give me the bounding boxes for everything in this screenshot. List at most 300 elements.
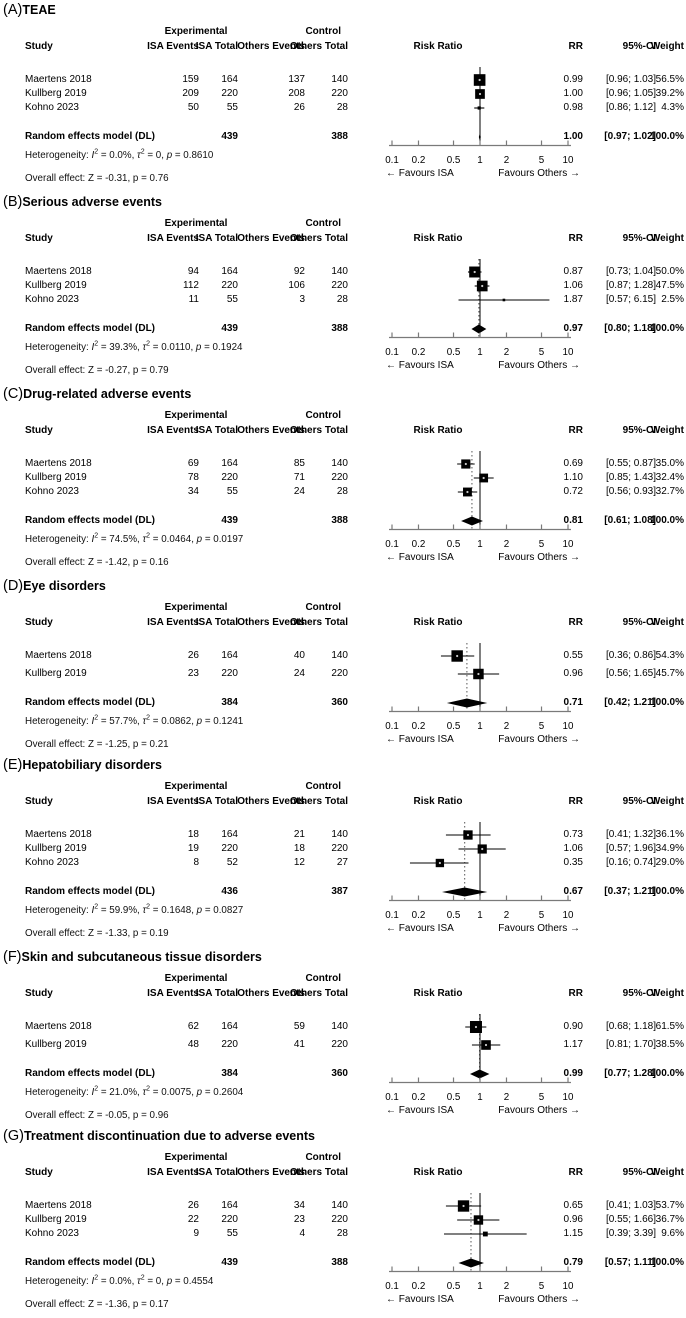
panel-label: (B) [3, 194, 23, 210]
weight-value: 38.5% [655, 1039, 684, 1050]
axis-tick-label: 0.2 [411, 909, 426, 921]
group-header-control: Control [305, 26, 341, 37]
ci-value: [0.56; 1.65] [605, 668, 656, 679]
favours-left-label: ← Favours ISA [386, 551, 454, 563]
overall-effect-text: Overall effect: Z = -1.33, p = 0.19 [25, 928, 169, 939]
pooled-weight-value: 100.0% [650, 1068, 684, 1079]
weight-value: 54.3% [655, 650, 684, 661]
study-name: Maertens 2018 [25, 1021, 92, 1032]
isa-events-value: 8 [193, 857, 199, 868]
rr-value: 0.98 [563, 102, 583, 113]
col-header-risk-ratio: Risk Ratio [413, 41, 463, 52]
col-header-rr: RR [568, 1167, 583, 1178]
axis-tick-label: 1 [477, 154, 483, 166]
weight-value: 32.4% [655, 472, 684, 483]
axis-tick-label: 10 [562, 538, 574, 550]
col-header-others-events: Others Events [237, 617, 305, 628]
study-name: Maertens 2018 [25, 650, 92, 661]
col-header-ci: 95%-CI [622, 425, 656, 436]
pooled-isa-total: 439 [221, 131, 238, 142]
study-name: Kullberg 2019 [25, 1214, 87, 1225]
weight-value: 61.5% [655, 1021, 684, 1032]
col-header-ci: 95%-CI [622, 988, 656, 999]
point-estimate-dot [479, 93, 481, 95]
study-name: Kullberg 2019 [25, 668, 87, 679]
ci-value: [0.56; 0.93] [605, 486, 656, 497]
heterogeneity-text: Heterogeneity: $I^2 = 59.9\%$, $\tau^2 = 0.1648$, p = 0.0827 [25, 903, 244, 916]
panel-title-text: Treatment discontinuation due to adverse events [23, 1129, 315, 1143]
overall-effect-text: Overall effect: Z = -1.36, p = 0.17 [25, 1299, 169, 1310]
col-header-weight: Weight [650, 796, 684, 807]
col-header-others-total: Others Total [289, 41, 348, 52]
point-estimate-dot [481, 285, 483, 287]
col-header-others-events: Others Events [237, 988, 305, 999]
rr-value: 0.96 [563, 1214, 583, 1225]
pooled-diamond [471, 325, 486, 334]
point-estimate-dot [466, 491, 468, 493]
isa-events-value: 26 [187, 1200, 199, 1211]
axis-tick-label: 1 [477, 720, 483, 732]
point-estimate-dot [439, 862, 441, 864]
pooled-diamond [470, 1070, 489, 1079]
forest-panel-g [0, 1126, 686, 1318]
axis-tick-label: 2 [503, 346, 510, 358]
others-events-value: 24 [293, 486, 305, 497]
group-header-control: Control [305, 781, 341, 792]
isa-total-value: 55 [226, 1228, 238, 1239]
forest-panel-a [0, 0, 686, 192]
isa-events-value: 62 [187, 1021, 199, 1032]
isa-total-value: 55 [226, 294, 238, 305]
col-header-others-events: Others Events [237, 41, 305, 52]
ci-value: [0.55; 0.87] [605, 458, 656, 469]
others-events-value: 106 [288, 280, 305, 291]
others-events-value: 59 [293, 1021, 305, 1032]
col-header-rr: RR [568, 425, 583, 436]
isa-total-value: 164 [221, 650, 238, 661]
axis-tick-label: 10 [562, 1091, 574, 1103]
study-square [478, 106, 481, 109]
ci-value: [0.39; 3.39] [605, 1228, 656, 1239]
others-total-value: 28 [336, 1228, 348, 1239]
rr-value: 0.69 [563, 458, 583, 469]
rr-value: 0.72 [563, 486, 583, 497]
rr-value: 0.87 [563, 266, 583, 277]
rr-value: 0.73 [563, 829, 583, 840]
weight-value: 45.7% [655, 668, 684, 679]
group-header-control: Control [305, 218, 341, 229]
study-name: Kullberg 2019 [25, 843, 87, 854]
axis-tick-label: 2 [503, 154, 510, 166]
axis-tick-label: 10 [562, 1280, 574, 1292]
study-name: Maertens 2018 [25, 458, 92, 469]
isa-events-value: 9 [193, 1228, 199, 1239]
pooled-isa-total: 439 [221, 515, 238, 526]
weight-value: 9.6% [661, 1228, 684, 1239]
axis-tick-label: 1 [477, 1280, 483, 1292]
isa-total-value: 55 [226, 486, 238, 497]
weight-value: 39.2% [655, 88, 684, 99]
axis-tick-label: 2 [503, 720, 510, 732]
others-events-value: 3 [299, 294, 305, 305]
pooled-weight-value: 100.0% [650, 131, 684, 142]
col-header-risk-ratio: Risk Ratio [413, 796, 463, 807]
panel-label: (E) [3, 757, 23, 773]
col-header-isa-events: ISA Events [147, 796, 199, 807]
panel-title-text: Hepatobiliary disorders [22, 758, 162, 772]
weight-value: 35.0% [655, 458, 684, 469]
pooled-isa-total: 439 [221, 323, 238, 334]
rr-value: 1.00 [563, 88, 583, 99]
point-estimate-dot [483, 477, 485, 479]
pooled-others-total: 388 [331, 131, 348, 142]
panel-label: (A) [3, 2, 23, 18]
col-header-weight: Weight [650, 988, 684, 999]
favours-right-label: Favours Others → [498, 167, 580, 179]
isa-events-value: 159 [182, 74, 199, 85]
axis-tick-label: 0.2 [411, 346, 426, 358]
others-events-value: 23 [293, 1214, 305, 1225]
col-header-rr: RR [568, 233, 583, 244]
forest-panel-b [0, 192, 686, 384]
group-header-control: Control [305, 410, 341, 421]
col-header-rr: RR [568, 988, 583, 999]
pooled-ci-value: [0.57; 1.11] [604, 1257, 656, 1268]
rr-value: 0.65 [563, 1200, 583, 1211]
overall-effect-text: Overall effect: Z = -0.31, p = 0.76 [25, 173, 169, 184]
isa-events-value: 11 [188, 294, 199, 305]
pooled-ci-value: [0.80; 1.18] [604, 323, 656, 334]
col-header-study: Study [25, 1167, 53, 1178]
pooled-rr-value: 0.71 [563, 697, 583, 708]
others-total-value: 140 [331, 458, 348, 469]
pooled-label: Random effects model (DL) [25, 515, 156, 526]
ci-value: [0.87; 1.28] [605, 280, 656, 291]
study-name: Maertens 2018 [25, 1200, 92, 1211]
others-events-value: 12 [293, 857, 305, 868]
point-estimate-dot [485, 1044, 487, 1046]
study-name: Kohno 2023 [25, 486, 79, 497]
rr-value: 0.96 [563, 668, 583, 679]
axis-tick-label: 0.2 [411, 720, 426, 732]
isa-events-value: 23 [187, 668, 199, 679]
col-header-others-events: Others Events [237, 796, 305, 807]
others-total-value: 140 [331, 829, 348, 840]
axis-tick-label: 0.1 [385, 538, 399, 550]
col-header-ci: 95%-CI [622, 233, 656, 244]
col-header-isa-events: ISA Events [147, 425, 199, 436]
rr-value: 0.55 [563, 650, 583, 661]
favours-right-label: Favours Others → [498, 359, 580, 371]
axis-tick-label: 0.5 [446, 1280, 461, 1292]
favours-left-label: ← Favours ISA [386, 1104, 454, 1116]
pooled-weight-value: 100.0% [650, 323, 684, 334]
axis-tick-label: 0.5 [446, 538, 461, 550]
pooled-others-total: 387 [331, 886, 348, 897]
isa-total-value: 164 [221, 829, 238, 840]
group-header-experimental: Experimental [164, 26, 228, 37]
axis-tick-label: 2 [503, 1280, 510, 1292]
isa-events-value: 48 [187, 1039, 199, 1050]
panel-label: (C) [3, 386, 24, 402]
isa-total-value: 220 [221, 843, 238, 854]
isa-events-value: 94 [187, 266, 199, 277]
col-header-study: Study [25, 233, 53, 244]
study-name: Maertens 2018 [25, 74, 92, 85]
forest-plot-graphic [0, 576, 686, 755]
weight-value: 50.0% [655, 266, 684, 277]
col-header-isa-total: ISA Total [195, 796, 238, 807]
col-header-risk-ratio: Risk Ratio [413, 425, 463, 436]
pooled-ci-value: [0.77; 1.28] [604, 1068, 656, 1079]
group-header-experimental: Experimental [164, 410, 228, 421]
favours-right-label: Favours Others → [498, 1293, 580, 1305]
axis-tick-label: 1 [477, 538, 483, 550]
overall-effect-text: Overall effect: Z = -0.27, p = 0.79 [25, 365, 169, 376]
weight-value: 29.0% [655, 857, 684, 868]
ci-value: [0.55; 1.66] [605, 1214, 656, 1225]
forest-plot-graphic [0, 1126, 686, 1318]
others-events-value: 71 [293, 472, 305, 483]
pooled-weight-value: 100.0% [650, 886, 684, 897]
isa-events-value: 22 [187, 1214, 199, 1225]
col-header-isa-events: ISA Events [147, 617, 199, 628]
others-total-value: 140 [331, 1021, 348, 1032]
panel-label: (D) [3, 578, 24, 594]
col-header-risk-ratio: Risk Ratio [413, 988, 463, 999]
axis-tick-label: 0.5 [446, 154, 461, 166]
axis-tick-label: 0.2 [411, 1091, 426, 1103]
point-estimate-dot [479, 79, 481, 81]
isa-events-value: 34 [187, 486, 199, 497]
favours-right-label: Favours Others → [498, 733, 580, 745]
col-header-risk-ratio: Risk Ratio [413, 617, 463, 628]
favours-right-label: Favours Others → [498, 551, 580, 563]
axis-tick-label: 0.5 [446, 909, 461, 921]
heterogeneity-text: Heterogeneity: $I^2 = 74.5\%$, $\tau^2 = 0.0464$, p = 0.0197 [25, 532, 244, 545]
axis-tick-label: 2 [503, 909, 510, 921]
forest-panel-e [0, 755, 686, 947]
study-name: Kohno 2023 [25, 1228, 79, 1239]
pooled-diamond [447, 699, 487, 708]
col-header-others-total: Others Total [289, 988, 348, 999]
study-name: Kullberg 2019 [25, 1039, 87, 1050]
panel-title-text: Eye disorders [23, 579, 106, 593]
heterogeneity-text: Heterogeneity: $I^2 = 39.3\%$, $\tau^2 = 0.0110$, p = 0.1924 [25, 340, 243, 353]
isa-events-value: 50 [187, 102, 199, 113]
ci-value: [0.57; 6.15] [605, 294, 656, 305]
col-header-others-total: Others Total [289, 1167, 348, 1178]
isa-events-value: 69 [187, 458, 199, 469]
others-total-value: 220 [331, 472, 348, 483]
col-header-weight: Weight [650, 617, 684, 628]
heterogeneity-text: Heterogeneity: $I^2 = 21.0\%$, $\tau^2 = 0.0075$, p = 0.2604 [25, 1085, 244, 1098]
ci-value: [0.36; 0.86] [605, 650, 656, 661]
col-header-isa-events: ISA Events [147, 988, 199, 999]
axis-tick-label: 0.2 [411, 154, 426, 166]
others-events-value: 24 [293, 668, 305, 679]
col-header-rr: RR [568, 796, 583, 807]
rr-value: 1.06 [563, 280, 583, 291]
weight-value: 32.7% [655, 486, 684, 497]
favours-left-label: ← Favours ISA [386, 167, 454, 179]
col-header-rr: RR [568, 617, 583, 628]
group-header-control: Control [305, 1152, 341, 1163]
heterogeneity-text: Heterogeneity: $I^2 = 0.0\%$, $\tau^2 = 0$, p = 0.4554 [25, 1274, 214, 1287]
axis-tick-label: 0.5 [446, 1091, 461, 1103]
pooled-label: Random effects model (DL) [25, 323, 156, 334]
rr-value: 1.87 [563, 294, 583, 305]
axis-tick-label: 5 [538, 720, 545, 732]
isa-total-value: 164 [221, 74, 238, 85]
axis-tick-label: 10 [562, 346, 574, 358]
others-total-value: 220 [331, 280, 348, 291]
panel-label: (G) [3, 1128, 24, 1144]
col-header-isa-total: ISA Total [195, 425, 238, 436]
pooled-isa-total: 384 [221, 697, 238, 708]
isa-total-value: 220 [221, 1039, 238, 1050]
axis-tick-label: 0.5 [446, 720, 461, 732]
group-header-control: Control [305, 973, 341, 984]
ci-value: [0.85; 1.43] [605, 472, 656, 483]
col-header-study: Study [25, 41, 53, 52]
others-total-value: 220 [331, 88, 348, 99]
axis-tick-label: 5 [538, 538, 545, 550]
isa-events-value: 112 [183, 280, 199, 291]
forest-plot-graphic [0, 0, 686, 192]
group-header-experimental: Experimental [164, 602, 228, 613]
col-header-study: Study [25, 796, 53, 807]
pooled-rr-value: 0.79 [563, 1257, 583, 1268]
point-estimate-dot [462, 1205, 464, 1207]
study-square [483, 1232, 488, 1237]
study-name: Kullberg 2019 [25, 472, 87, 483]
isa-events-value: 18 [187, 829, 199, 840]
isa-total-value: 164 [221, 1021, 238, 1032]
col-header-weight: Weight [650, 41, 684, 52]
group-header-experimental: Experimental [164, 1152, 228, 1163]
others-events-value: 18 [293, 843, 305, 854]
favours-left-label: ← Favours ISA [386, 733, 454, 745]
isa-total-value: 164 [221, 1200, 238, 1211]
group-header-experimental: Experimental [164, 973, 228, 984]
col-header-risk-ratio: Risk Ratio [413, 233, 463, 244]
panel-label: (F) [3, 949, 22, 965]
col-header-isa-events: ISA Events [147, 233, 199, 244]
pooled-ci-value: [0.42; 1.21] [604, 697, 656, 708]
favours-left-label: ← Favours ISA [386, 359, 454, 371]
others-total-value: 27 [336, 857, 348, 868]
col-header-ci: 95%-CI [622, 41, 656, 52]
group-header-experimental: Experimental [164, 218, 228, 229]
axis-tick-label: 5 [538, 1091, 545, 1103]
others-total-value: 28 [336, 102, 348, 113]
isa-total-value: 164 [221, 266, 238, 277]
others-total-value: 140 [331, 266, 348, 277]
col-header-others-total: Others Total [289, 796, 348, 807]
pooled-isa-total: 436 [221, 886, 238, 897]
pooled-others-total: 388 [331, 1257, 348, 1268]
rr-value: 0.90 [563, 1021, 583, 1032]
ci-value: [0.96; 1.03] [605, 74, 656, 85]
others-events-value: 208 [288, 88, 305, 99]
isa-events-value: 78 [187, 472, 199, 483]
weight-value: 34.9% [655, 843, 684, 854]
axis-tick-label: 1 [477, 1091, 483, 1103]
axis-tick-label: 0.1 [385, 720, 399, 732]
others-events-value: 40 [293, 650, 305, 661]
point-estimate-dot [456, 655, 458, 657]
axis-tick-label: 0.1 [385, 1280, 399, 1292]
forest-plot-graphic [0, 947, 686, 1126]
pooled-weight-value: 100.0% [650, 697, 684, 708]
pooled-label: Random effects model (DL) [25, 1257, 156, 1268]
group-header-control: Control [305, 602, 341, 613]
ci-value: [0.73; 1.04] [605, 266, 656, 277]
isa-total-value: 220 [221, 1214, 238, 1225]
others-total-value: 220 [331, 668, 348, 679]
pooled-label: Random effects model (DL) [25, 697, 156, 708]
col-header-isa-total: ISA Total [195, 1167, 238, 1178]
axis-tick-label: 1 [477, 909, 483, 921]
pooled-weight-value: 100.0% [650, 1257, 684, 1268]
rr-value: 1.17 [563, 1039, 583, 1050]
isa-total-value: 55 [226, 102, 238, 113]
favours-left-label: ← Favours ISA [386, 1293, 454, 1305]
heterogeneity-text: Heterogeneity: $I^2 = 0.0\%$, $\tau^2 = 0$, p = 0.8610 [25, 148, 214, 161]
ci-value: [0.86; 1.12] [605, 102, 656, 113]
isa-events-value: 26 [187, 650, 199, 661]
pooled-rr-value: 1.00 [563, 131, 583, 142]
col-header-ci: 95%-CI [622, 1167, 656, 1178]
panel-title-text: TEAE [22, 3, 56, 17]
rr-value: 1.10 [563, 472, 583, 483]
overall-effect-text: Overall effect: Z = -0.05, p = 0.96 [25, 1110, 169, 1121]
axis-tick-label: 0.1 [385, 1091, 399, 1103]
axis-tick-label: 0.1 [385, 909, 399, 921]
pooled-isa-total: 384 [221, 1068, 238, 1079]
study-square [503, 299, 506, 302]
col-header-study: Study [25, 617, 53, 628]
col-header-risk-ratio: Risk Ratio [413, 1167, 463, 1178]
study-name: Maertens 2018 [25, 829, 92, 840]
isa-total-value: 220 [221, 472, 238, 483]
isa-events-value: 209 [182, 88, 199, 99]
isa-total-value: 164 [221, 458, 238, 469]
col-header-others-total: Others Total [289, 425, 348, 436]
pooled-isa-total: 439 [221, 1257, 238, 1268]
axis-tick-label: 1 [477, 346, 483, 358]
forest-plot-graphic [0, 192, 686, 384]
point-estimate-dot [477, 1219, 479, 1221]
pooled-rr-value: 0.67 [563, 886, 583, 897]
others-total-value: 28 [336, 294, 348, 305]
axis-tick-label: 0.1 [385, 346, 399, 358]
pooled-weight-value: 100.0% [650, 515, 684, 526]
others-events-value: 4 [299, 1228, 305, 1239]
col-header-isa-total: ISA Total [195, 617, 238, 628]
ci-value: [0.41; 1.03] [605, 1200, 656, 1211]
col-header-others-total: Others Total [289, 617, 348, 628]
others-total-value: 140 [331, 74, 348, 85]
axis-tick-label: 5 [538, 1280, 545, 1292]
axis-tick-label: 5 [538, 909, 545, 921]
overall-effect-text: Overall effect: Z = -1.42, p = 0.16 [25, 557, 169, 568]
study-name: Kohno 2023 [25, 294, 79, 305]
rr-value: 0.99 [563, 74, 583, 85]
weight-value: 47.5% [655, 280, 684, 291]
axis-tick-label: 5 [538, 346, 545, 358]
